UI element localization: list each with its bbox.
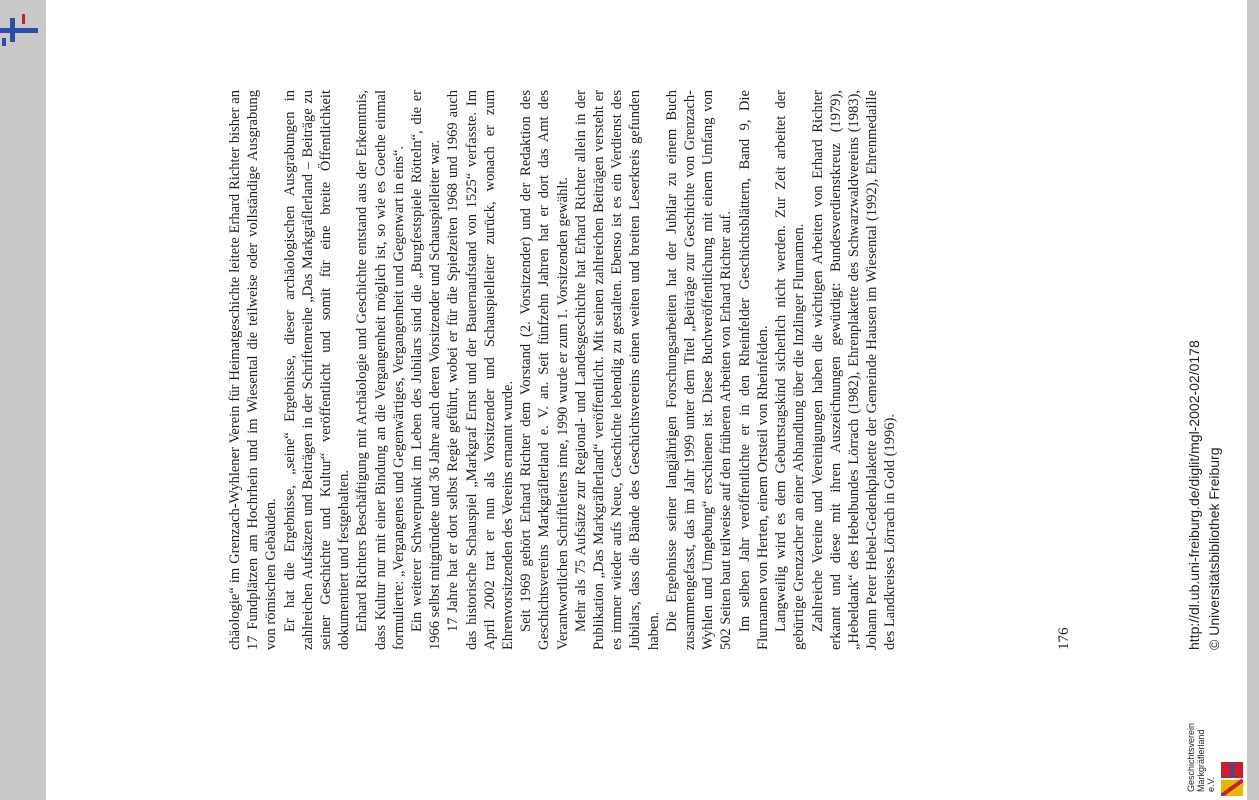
left-sidebar — [0, 0, 46, 800]
paragraph-10: Langweilig wird es dem Geburtstagskind sicherlich nicht werden. Zur Zeit arbeitet der gebürtige Grenzacher an einer Abhandlung über die Inzlinger Flurnamen. — [773, 90, 808, 650]
paragraph-11: Zahlreiche Vereine und Vereinigungen haben die wichtigen Arbeiten von Erhard Richter erkannt und diese mit ihren Auszeichnungen gewürdigt: Bundesverdienstkreuz (1979), „Hebeldank“ des Hebelbundes Lörrach (1982), Ehrenplakette des Schwarzwaldvereins (1983), Johann Peter Hebel-Gedenkplakette der Gemeinde Hausen im Wiesental (1992), Ehrenmedaille des Landkreises Lörrach in Gold (1996). — [809, 90, 899, 650]
paragraph-6: Seit 1969 gehört Erhard Richter dem Vorstand (2. Vorsitzender) und der Redaktion des Geschichtsvereins Markgräflerland e. V. an. Seit fünfzehn Jahren hat er dort das Amt des Verantwortlichen Schriftleiters inne, 1990 wurde er zum 1. Vorsitzenden gewählt. — [518, 90, 571, 650]
paragraph-7: Mehr als 75 Aufsätze zur Regional- und Landesgeschichte hat Erhard Richter allein in der Publikation „Das Markgräflerland“ veröffentlicht. Mit seinen zahlreichen Beiträgen versteht er es immer wieder aufs Neue, Geschichte lebendig zu gestalten. Ebenso ist es ein Verdienst des Jubilars, dass die Bände des Geschichtsvereins einen weiten und breiten Leserkreis gefunden haben. — [572, 90, 662, 650]
society-label — [1186, 712, 1216, 792]
society-name-line2: Markgräflerland e.V. — [1196, 729, 1216, 792]
paragraph-4: Ein weiterer Schwerpunkt im Leben des Jubilars sind die „Burgfestspiele Rötteln“, die er 1966 selbst mitgründete und 36 Jahre auch deren Vorsitzender und Schauspielleiter war. — [409, 90, 444, 650]
page-number: 176 — [1056, 627, 1072, 650]
paragraph-2: Er hat die Ergebnisse, „seine“ Ergebnisse, dieser archäologischen Ausgrabungen in zahlreichen Aufsätzen und Beiträgen in der Schriftenreihe „Das Markgräflerland – Beiträge zu seiner Geschichte und Kultur“ veröffentlicht und somit für eine breite Öffentlichkeit dokumentiert und festgehalten. — [281, 90, 353, 650]
paragraph-3: Erhard Richters Beschäftigung mit Archäologie und Geschichte entstand aus der Erkenntnis, dass Kultur nur mit einer Bindung an die Vergangenheit möglich ist, so wie es Goethe einmal formulierte: „Vergangenes und Gegenwärtiges, Vergangenheit und Gegenwart in eins“. — [354, 90, 407, 650]
text-column — [226, 90, 1026, 650]
paragraph-5: 17 Jahre hat er dort selbst Regie geführt, wobei er für die Spielzeiten 1968 und 1969 auch das historische Schauspiel „Markgraf Ernst und der Bauernaufstand von 1525“ verfasste. Im April 2002 trat er nun als Vorsitzender und Schauspielleiter zurück, wonach er zum Ehrenvorsitzenden des Vereins ernannt wurde. — [445, 90, 517, 650]
society-name-line1: Geschichtsverein — [1186, 722, 1196, 792]
society-crest-icon — [1221, 762, 1243, 796]
source-url-link[interactable]: http://dl.ub.uni-freiburg.de/diglit/mgl-2002-02/0178 — [1186, 340, 1202, 650]
right-sidebar — [1247, 0, 1259, 800]
document-page — [46, 0, 1247, 800]
library-logo-icon — [0, 14, 38, 48]
document-viewer[interactable] — [46, 0, 1247, 800]
paragraph-8: Die Ergebnisse seiner langjährigen Forschungsarbeiten hat der Jubilar zu einem Buch zusammengefasst, das im Jahr 1999 unter dem Titel „Beiträge zur Geschichte von Grenzach-Wyhlen und Umgebung“ erschienen ist. Diese Buchveröffentlichung mit einem Umfang von 502 Seiten baut teilweise auf den früheren Arbeiten von Erhard Richter auf. — [663, 90, 735, 650]
paragraph-9: Im selben Jahr veröffentlichte er in den Rheinfelder Geschichtsblättern, Band 9, Die Flurnamen von Herten, einem Ortsteil von Rheinfelden. — [736, 90, 771, 650]
copyright-notice: © Universitätsbibliothek Freiburg — [1206, 447, 1222, 650]
paragraph-1: chäologie“ im Grenzach-Wyhlener Verein für Heimatgeschichte leitete Erhard Richter bisher an 17 Fundplätzen am Hochrhein und im Wiesental die teilweise oder vollständige Ausgrabung von römischen Gebäuden. — [227, 90, 280, 650]
